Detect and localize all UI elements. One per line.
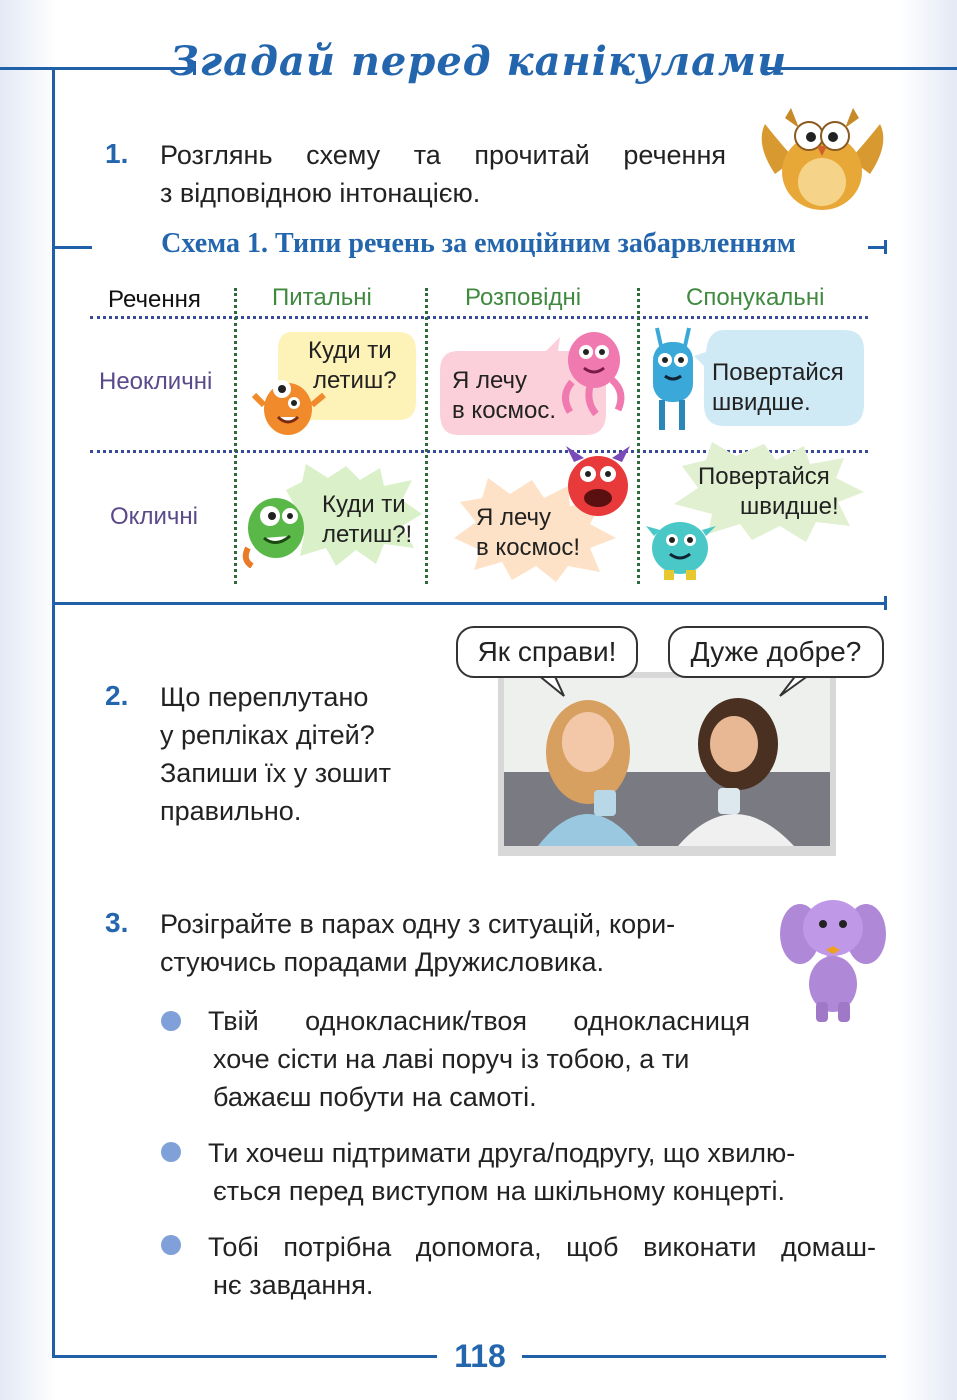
section-divider	[52, 602, 886, 605]
schema-grid-line-top	[90, 316, 868, 319]
green-monster-icon	[240, 488, 312, 568]
bullet2-line2: ється перед виступом на шкільному концерті.	[213, 1176, 785, 1206]
schema-grid-col-2	[425, 288, 428, 584]
pink-octopus-icon	[556, 326, 628, 418]
cell-text-r2c3-line1: Повертайся	[698, 463, 830, 490]
blue-monster-icon	[645, 320, 701, 432]
task3-line2: стуючись порадами Дружисловика.	[160, 947, 604, 977]
divider-tick	[884, 596, 887, 610]
owl-illustration	[755, 104, 890, 214]
bullet-dot-1	[161, 1011, 181, 1031]
elephant-illustration	[778, 894, 888, 1024]
cell-text-r2c1-line2: летиш?!	[322, 521, 413, 548]
task1-line2: з відповідною інтонацією.	[160, 178, 481, 208]
bullet1-line2: хоче сісти на лаві поруч із тобою, а ти	[213, 1044, 690, 1074]
speech-bubble-right: Дуже добре?	[668, 626, 884, 678]
girls-photo	[498, 672, 836, 856]
bullet-dot-3	[161, 1235, 181, 1255]
page-number: 118	[454, 1338, 506, 1374]
bullet1-line1: Твій однокласник/твоя однокласниця	[208, 1006, 750, 1036]
task1-line1: Розглянь схему та прочитай речення	[160, 140, 726, 170]
cell-text-r1c1-line1: Куди ти	[308, 337, 392, 364]
cell-text-r2c1-line1: Куди ти	[322, 491, 406, 518]
page-title: Згадай перед канікулами	[169, 38, 788, 85]
footer-rule-right	[522, 1355, 886, 1358]
cell-text-r2c2-line2: в космос!	[476, 534, 581, 561]
task2-number: 2.	[105, 680, 129, 711]
column-header-statements: Розповідні	[465, 284, 582, 311]
cell-text-r1c3-line1: Повертайся	[712, 359, 844, 386]
bullet2-line1: Ти хочеш підтримати друга/подругу, що хвилю-	[208, 1138, 796, 1168]
bullet3-line1: Тобі потрібна допомога, щоб виконати домаш-	[208, 1232, 876, 1262]
cell-text-r1c2-line1: Я лечу	[452, 367, 528, 394]
task2-line1: Що переплутано	[160, 682, 369, 712]
cell-text-r1c1-line2: летиш?	[313, 367, 397, 394]
schema-grid-col-1	[234, 288, 237, 584]
column-header-imperatives: Спонукальні	[686, 284, 825, 311]
cell-text-r2c2-line1: Я лечу	[476, 504, 552, 531]
cell-text-r1c2-line2: в космос.	[452, 397, 557, 424]
schema-title: Схема 1. Типи речень за емоційним забарвленням	[161, 228, 796, 259]
teal-monster-icon	[644, 506, 718, 582]
frame-left-line	[52, 67, 55, 1357]
task2-line2: у репліках дітей?	[160, 720, 375, 750]
task1-number: 1.	[105, 138, 129, 169]
column-header-questions: Питальні	[272, 284, 372, 311]
red-monster-icon	[560, 446, 636, 522]
bullet3-line2: нє завдання.	[213, 1270, 374, 1300]
task3-number: 3.	[105, 907, 129, 938]
row-label-non-exclamatory: Неокличні	[99, 368, 213, 395]
cell-text-r2c3-line2: швидше!	[740, 493, 839, 520]
task3-line1: Розіграйте в парах одну з ситуацій, кори-	[160, 909, 676, 939]
task2-line3: Запиши їх у зошит	[160, 758, 391, 788]
task2-line4: правильно.	[160, 796, 302, 826]
footer-rule-left	[52, 1355, 437, 1358]
bullet1-line3: бажаєш побути на самоті.	[213, 1082, 537, 1112]
cell-text-r1c3-line2: швидше.	[712, 389, 811, 416]
speech-bubble-left: Як справи!	[456, 626, 638, 678]
row-label-exclamatory: Окличні	[110, 503, 198, 530]
bullet-dot-2	[161, 1142, 181, 1162]
schema-grid-col-3	[637, 288, 640, 584]
schema-corner-label: Речення	[108, 286, 201, 313]
